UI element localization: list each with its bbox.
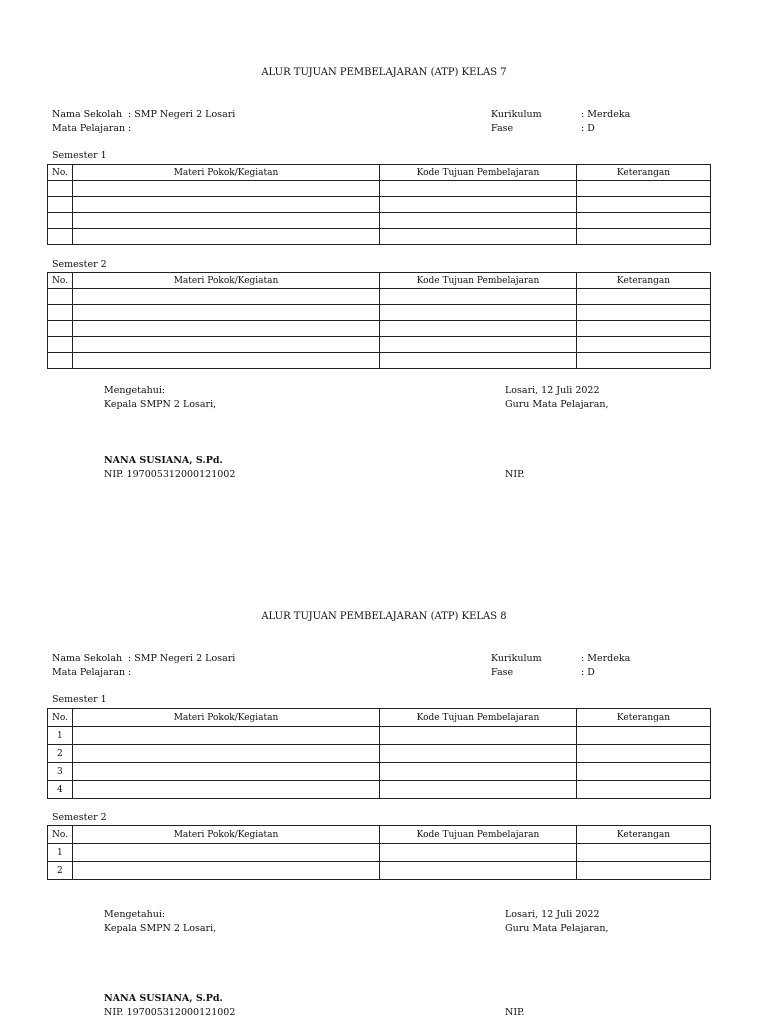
cell-no bbox=[48, 181, 73, 197]
semester-2-label-kelas-7: Semester 2 bbox=[52, 259, 107, 270]
cell-materi bbox=[73, 337, 380, 353]
section-title-kelas-7: ALUR TUJUAN PEMBELAJARAN (ATP) KELAS 7 bbox=[261, 67, 507, 78]
curriculum-value: : Merdeka bbox=[581, 109, 631, 120]
curriculum-label: Kurikulum bbox=[491, 109, 542, 120]
atp-table-kelas-7-semester-2 bbox=[47, 272, 711, 369]
table-row bbox=[48, 745, 711, 763]
curriculum-info-kelas-7 bbox=[491, 108, 630, 136]
cell-materi bbox=[73, 745, 380, 763]
table-row bbox=[48, 337, 711, 353]
header-no: No. bbox=[48, 165, 73, 181]
phase-label: Fase bbox=[491, 123, 514, 134]
atp-table-kelas-8-semester-2 bbox=[47, 825, 711, 880]
table-header-row bbox=[48, 826, 711, 844]
table-row bbox=[48, 229, 711, 245]
head-nip: NIP. 197005312000121002 bbox=[104, 469, 236, 480]
signature-headmaster-kelas-8 bbox=[104, 908, 235, 1020]
table-row bbox=[48, 305, 711, 321]
cell-keterangan bbox=[577, 781, 711, 799]
school-info-kelas-7 bbox=[52, 108, 235, 136]
cell-materi bbox=[73, 727, 380, 745]
cell-no bbox=[48, 305, 73, 321]
cell-materi bbox=[73, 763, 380, 781]
cell-kode bbox=[380, 745, 577, 763]
teacher-nip: NIP. bbox=[505, 469, 525, 480]
cell-materi bbox=[73, 289, 380, 305]
cell-no: 4 bbox=[48, 781, 73, 799]
cell-keterangan bbox=[577, 181, 711, 197]
table-row bbox=[48, 213, 711, 229]
cell-kode bbox=[380, 353, 577, 369]
head-name: NANA SUSIANA, S.Pd. bbox=[104, 455, 223, 466]
cell-materi bbox=[73, 305, 380, 321]
curriculum-info-kelas-8 bbox=[491, 652, 630, 680]
table-row bbox=[48, 862, 711, 880]
header-materi: Materi Pokok/Kegiatan bbox=[73, 826, 380, 844]
header-keterangan: Keterangan bbox=[577, 273, 711, 289]
header-kode: Kode Tujuan Pembelajaran bbox=[380, 273, 577, 289]
header-materi: Materi Pokok/Kegiatan bbox=[73, 273, 380, 289]
cell-no: 2 bbox=[48, 862, 73, 880]
head-title: Kepala SMPN 2 Losari, bbox=[104, 923, 217, 934]
table-row bbox=[48, 781, 711, 799]
school-info-kelas-8 bbox=[52, 652, 235, 680]
cell-keterangan bbox=[577, 337, 711, 353]
signature-teacher-kelas-8 bbox=[505, 908, 609, 1020]
table-row bbox=[48, 321, 711, 337]
table-row bbox=[48, 197, 711, 213]
teacher-nip: NIP. bbox=[505, 1007, 525, 1018]
cell-no bbox=[48, 321, 73, 337]
semester-1-label-kelas-8: Semester 1 bbox=[52, 694, 107, 705]
header-materi: Materi Pokok/Kegiatan bbox=[73, 709, 380, 727]
school-label: Nama Sekolah bbox=[52, 653, 123, 664]
school-value: : SMP Negeri 2 Losari bbox=[128, 109, 236, 120]
place-date: Losari, 12 Juli 2022 bbox=[505, 909, 600, 920]
cell-kode bbox=[380, 781, 577, 799]
header-keterangan: Keterangan bbox=[577, 709, 711, 727]
cell-kode bbox=[380, 197, 577, 213]
phase-label: Fase bbox=[491, 667, 514, 678]
table-row bbox=[48, 353, 711, 369]
table-header-row bbox=[48, 165, 711, 181]
cell-no bbox=[48, 197, 73, 213]
cell-materi bbox=[73, 862, 380, 880]
signature-headmaster-kelas-7 bbox=[104, 384, 235, 482]
cell-no bbox=[48, 213, 73, 229]
teacher-title: Guru Mata Pelajaran, bbox=[505, 399, 609, 410]
table-row bbox=[48, 727, 711, 745]
cell-no: 2 bbox=[48, 745, 73, 763]
cell-keterangan bbox=[577, 763, 711, 781]
head-nip: NIP. 197005312000121002 bbox=[104, 1007, 236, 1018]
known-label: Mengetahui: bbox=[104, 385, 166, 396]
phase-value: : D bbox=[581, 123, 595, 134]
cell-kode bbox=[380, 844, 577, 862]
cell-kode bbox=[380, 229, 577, 245]
header-keterangan: Keterangan bbox=[577, 826, 711, 844]
semester-1-label-kelas-7: Semester 1 bbox=[52, 150, 107, 161]
cell-materi bbox=[73, 197, 380, 213]
cell-no bbox=[48, 229, 73, 245]
cell-kode bbox=[380, 763, 577, 781]
head-name: NANA SUSIANA, S.Pd. bbox=[104, 993, 223, 1004]
header-no: No. bbox=[48, 709, 73, 727]
head-title: Kepala SMPN 2 Losari, bbox=[104, 399, 217, 410]
cell-kode bbox=[380, 321, 577, 337]
cell-keterangan bbox=[577, 727, 711, 745]
cell-no bbox=[48, 353, 73, 369]
header-keterangan: Keterangan bbox=[577, 165, 711, 181]
cell-materi bbox=[73, 321, 380, 337]
semester-2-label-kelas-8: Semester 2 bbox=[52, 812, 107, 823]
cell-kode bbox=[380, 289, 577, 305]
known-label: Mengetahui: bbox=[104, 909, 166, 920]
cell-no bbox=[48, 337, 73, 353]
teacher-title: Guru Mata Pelajaran, bbox=[505, 923, 609, 934]
signature-teacher-kelas-7 bbox=[505, 384, 609, 482]
subject-label: Mata Pelajaran bbox=[52, 123, 126, 134]
table-header-row bbox=[48, 709, 711, 727]
cell-no: 1 bbox=[48, 844, 73, 862]
cell-kode bbox=[380, 305, 577, 321]
subject-label: Mata Pelajaran bbox=[52, 667, 126, 678]
cell-no: 3 bbox=[48, 763, 73, 781]
header-kode: Kode Tujuan Pembelajaran bbox=[380, 826, 577, 844]
cell-no: 1 bbox=[48, 727, 73, 745]
header-no: No. bbox=[48, 273, 73, 289]
cell-no bbox=[48, 289, 73, 305]
cell-keterangan bbox=[577, 862, 711, 880]
cell-keterangan bbox=[577, 229, 711, 245]
curriculum-value: : Merdeka bbox=[581, 653, 631, 664]
table-row bbox=[48, 181, 711, 197]
phase-value: : D bbox=[581, 667, 595, 678]
header-no: No. bbox=[48, 826, 73, 844]
cell-materi bbox=[73, 781, 380, 799]
cell-keterangan bbox=[577, 745, 711, 763]
table-row bbox=[48, 844, 711, 862]
cell-materi bbox=[73, 229, 380, 245]
cell-kode bbox=[380, 727, 577, 745]
cell-kode bbox=[380, 181, 577, 197]
school-label: Nama Sekolah bbox=[52, 109, 123, 120]
subject-value: : bbox=[128, 123, 132, 134]
subject-value: : bbox=[128, 667, 132, 678]
cell-keterangan bbox=[577, 197, 711, 213]
cell-materi bbox=[73, 181, 380, 197]
atp-table-kelas-7-semester-1 bbox=[47, 164, 711, 245]
table-header-row bbox=[48, 273, 711, 289]
place-date: Losari, 12 Juli 2022 bbox=[505, 385, 600, 396]
school-value: : SMP Negeri 2 Losari bbox=[128, 653, 236, 664]
cell-materi bbox=[73, 844, 380, 862]
cell-materi bbox=[73, 353, 380, 369]
header-materi: Materi Pokok/Kegiatan bbox=[73, 165, 380, 181]
atp-table-kelas-8-semester-1 bbox=[47, 708, 711, 799]
cell-kode bbox=[380, 862, 577, 880]
section-title-kelas-8: ALUR TUJUAN PEMBELAJARAN (ATP) KELAS 8 bbox=[261, 611, 507, 622]
cell-kode bbox=[380, 337, 577, 353]
curriculum-label: Kurikulum bbox=[491, 653, 542, 664]
table-row bbox=[48, 289, 711, 305]
cell-kode bbox=[380, 213, 577, 229]
cell-keterangan bbox=[577, 289, 711, 305]
cell-keterangan bbox=[577, 844, 711, 862]
table-row bbox=[48, 763, 711, 781]
cell-keterangan bbox=[577, 321, 711, 337]
cell-keterangan bbox=[577, 305, 711, 321]
header-kode: Kode Tujuan Pembelajaran bbox=[380, 709, 577, 727]
cell-keterangan bbox=[577, 213, 711, 229]
cell-keterangan bbox=[577, 353, 711, 369]
cell-materi bbox=[73, 213, 380, 229]
header-kode: Kode Tujuan Pembelajaran bbox=[380, 165, 577, 181]
